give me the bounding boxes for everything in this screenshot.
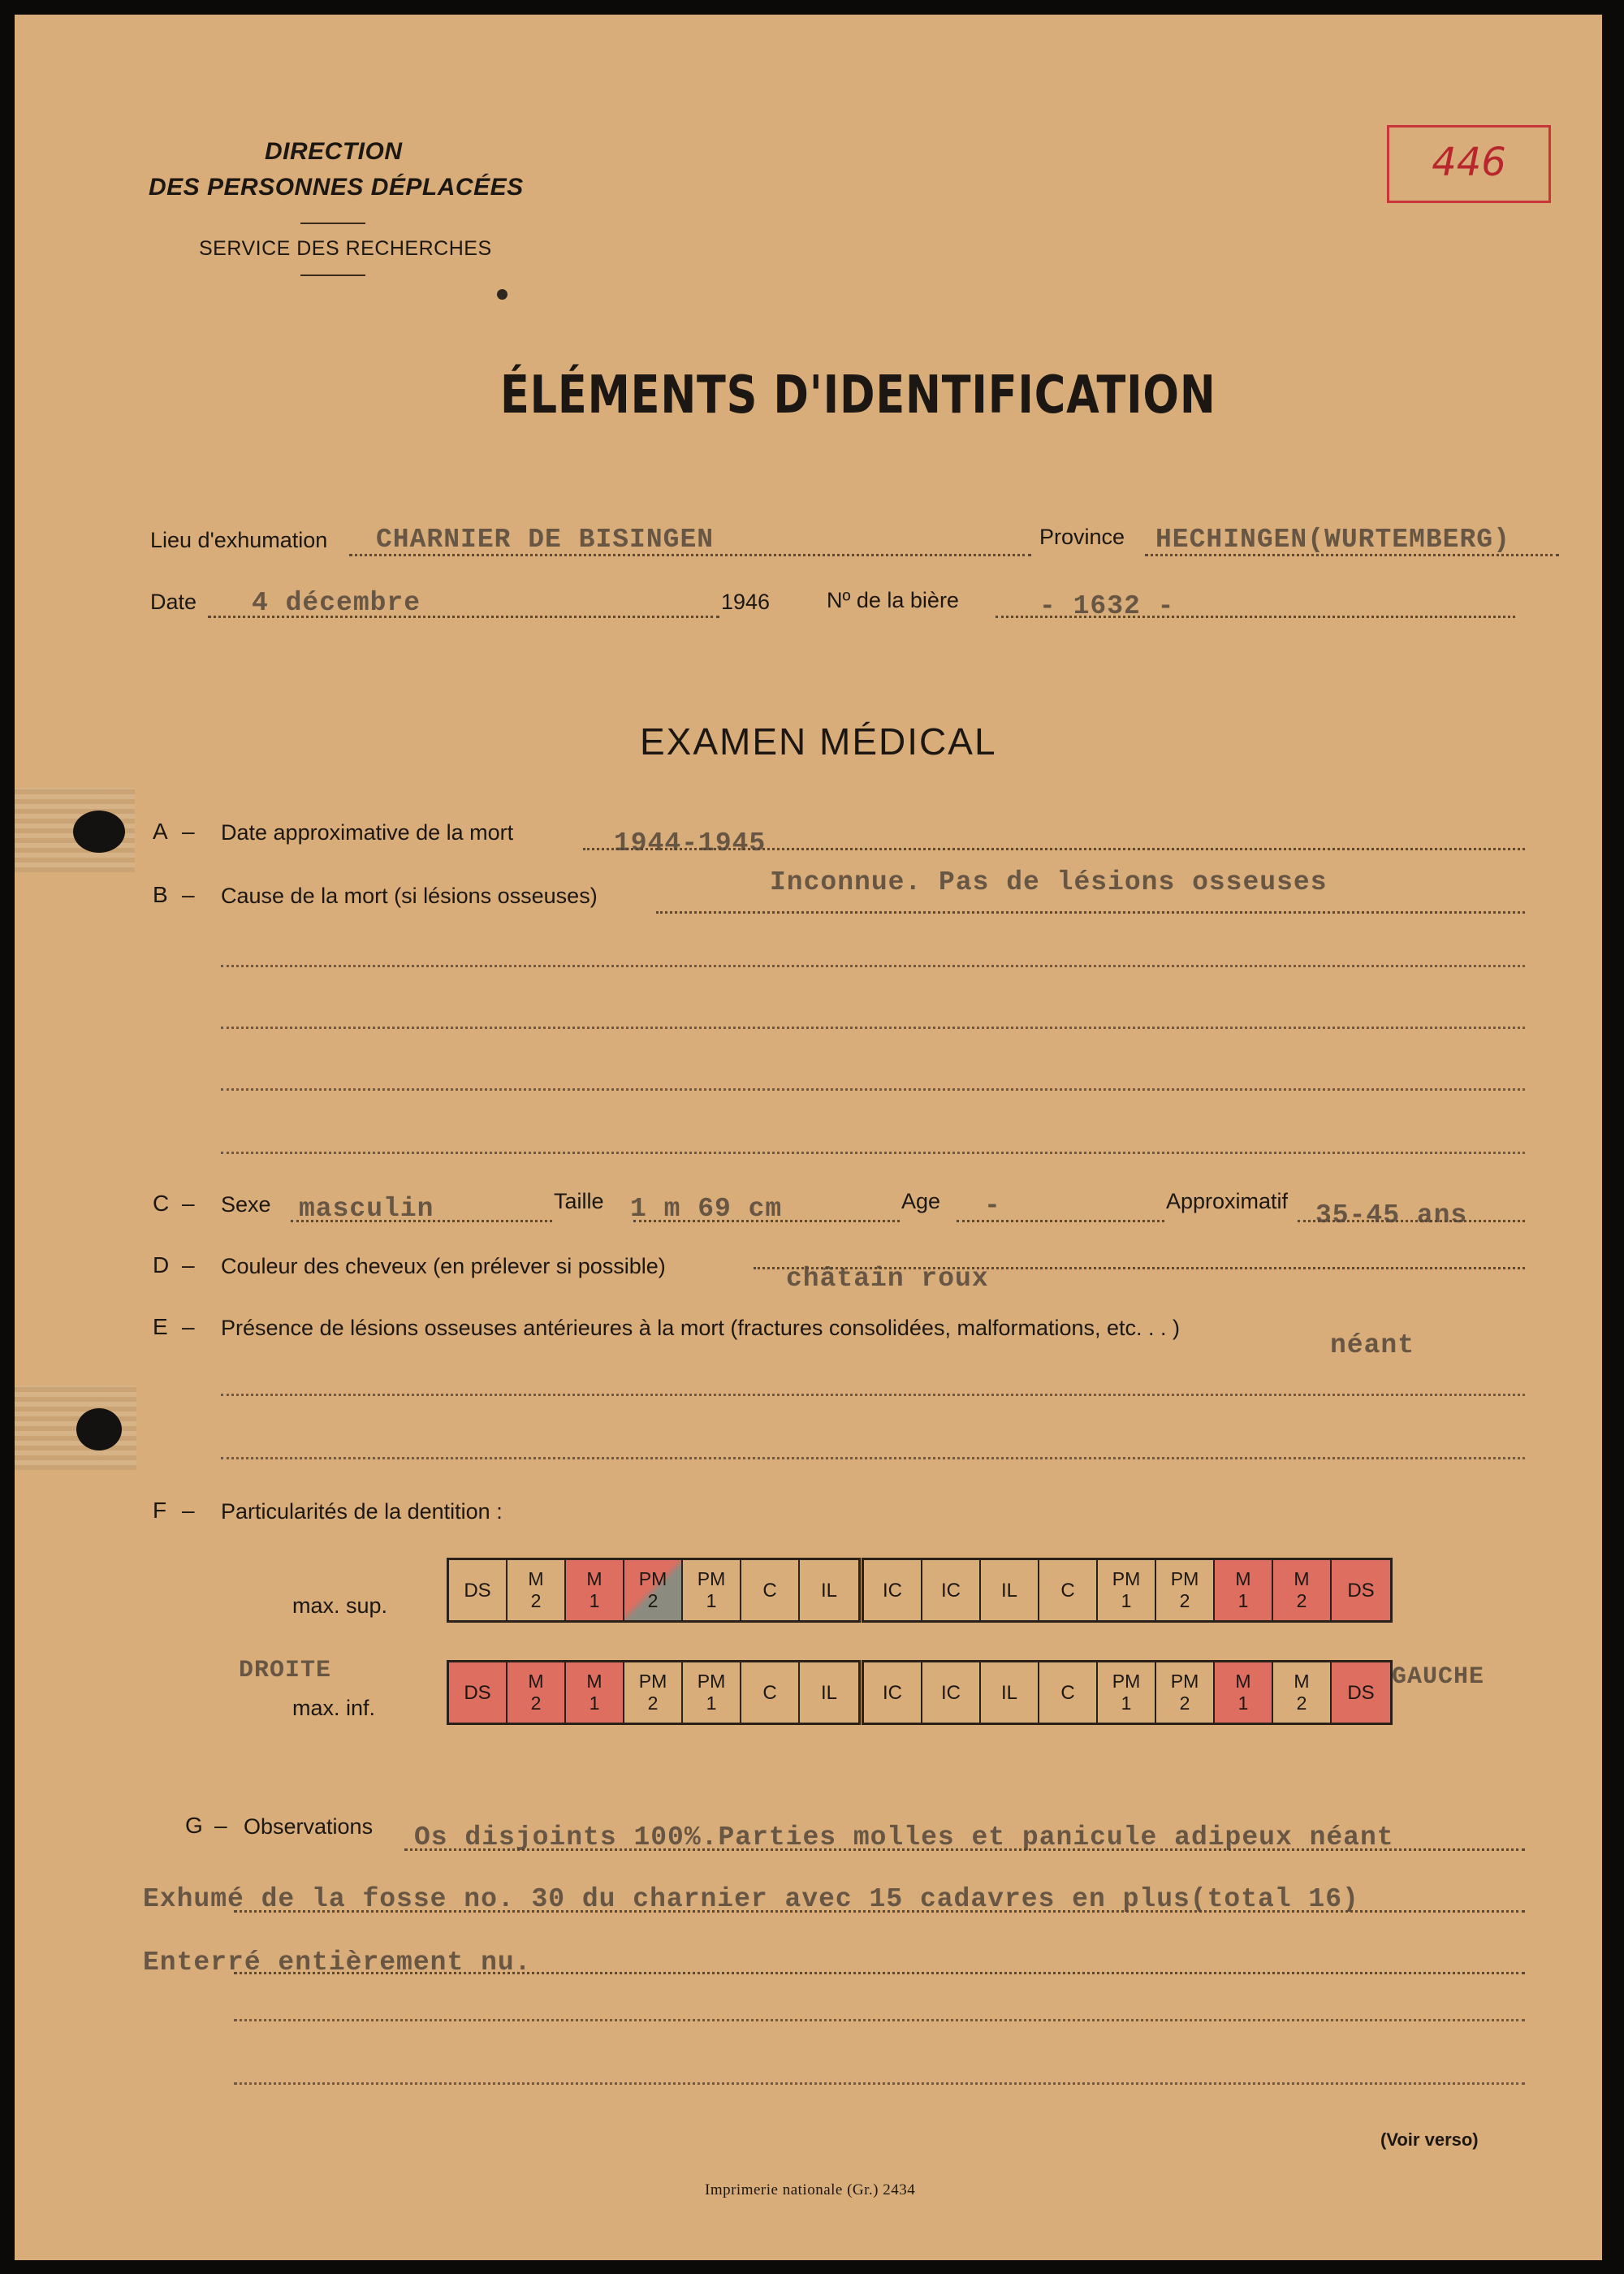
tooth-code: M: [1294, 1568, 1310, 1589]
age-value: -: [984, 1191, 1001, 1221]
tooth-cell-lower-ic: [922, 1662, 981, 1723]
tooth-code: C: [1060, 1681, 1075, 1704]
tooth-code: IC: [941, 1681, 961, 1704]
tooth-cell-lower-ds: [449, 1662, 508, 1723]
tooth-code: DS: [464, 1579, 491, 1602]
tooth-cell-upper-m2: [1273, 1560, 1332, 1620]
tooth-code: M: [528, 1568, 544, 1589]
tooth-cell-upper-il: [981, 1560, 1039, 1620]
section-g-line-4: [234, 2019, 1525, 2021]
tooth-code: IC: [883, 1681, 902, 1704]
province-value: HECHINGEN(WURTEMBERG): [1155, 525, 1510, 555]
dentition-inf-label: max. inf.: [292, 1696, 376, 1720]
voir-verso-note: (Voir verso): [1380, 2129, 1479, 2150]
ink-speck: [497, 289, 508, 300]
tooth-cell-lower-il: [981, 1662, 1039, 1723]
tooth-cell-upper-pm1: [1098, 1560, 1156, 1620]
tooth-index: 2: [1179, 1590, 1190, 1611]
tooth-code: M: [586, 1568, 603, 1589]
observations-line-2: Exhumé de la fosse no. 30 du charnier avec 15 cadavres en plus(total 16): [143, 1884, 1359, 1914]
tooth-code: IL: [1000, 1681, 1017, 1704]
tooth-code: IL: [820, 1681, 837, 1704]
section-b-letter: B: [153, 882, 168, 907]
section-d-value: châtain roux: [786, 1264, 989, 1294]
dentition-sup-label: max. sup.: [292, 1593, 388, 1618]
tooth-cell-upper-pm2: [1156, 1560, 1215, 1620]
tooth-index: 2: [530, 1693, 542, 1714]
tooth-code: PM: [638, 1568, 667, 1589]
exam-title: EXAMEN MÉDICAL: [640, 720, 997, 763]
tooth-code: M: [528, 1671, 544, 1692]
tooth-cell-lower-il: [800, 1662, 858, 1723]
tooth-index: 1: [1121, 1693, 1132, 1714]
section-f-letter: F: [153, 1498, 167, 1523]
lieu-label: Lieu d'exhumation: [150, 528, 328, 552]
tooth-index: 2: [1296, 1590, 1307, 1611]
section-g-dash: –: [214, 1813, 227, 1838]
tooth-cell-lower-pm2: [1156, 1662, 1215, 1723]
section-d-label: Couleur des cheveux (en prélever si possible): [221, 1254, 666, 1278]
section-e-label: Présence de lésions osseuses antérieures à la mort (fractures consolidées, malformations, etc. . . ): [221, 1316, 1181, 1340]
section-b-label: Cause de la mort (si lésions osseuses): [221, 884, 598, 908]
tooth-code: PM: [1170, 1568, 1199, 1589]
taille-value: 1 m 69 cm: [630, 1194, 783, 1224]
lieu-value: CHARNIER DE BISINGEN: [376, 525, 715, 555]
dentition-droite-label: DROITE: [239, 1657, 332, 1684]
tooth-index: 2: [647, 1590, 659, 1611]
date-label: Date: [150, 590, 197, 614]
section-e-line-1: [221, 1394, 1525, 1396]
tooth-index: 2: [647, 1693, 659, 1714]
province-label: Province: [1039, 525, 1125, 549]
section-e-value: néant: [1330, 1330, 1415, 1360]
tooth-cell-upper-il: [800, 1560, 858, 1620]
tooth-cell-upper-pm1: [683, 1560, 741, 1620]
teeth-upper-left-side: [862, 1558, 1393, 1623]
tooth-code: M: [1235, 1671, 1251, 1692]
tooth-code: IC: [941, 1579, 961, 1602]
section-b-line-2: [221, 965, 1525, 967]
section-g-letter: G: [185, 1813, 203, 1838]
tooth-cell-upper-c: [1039, 1560, 1098, 1620]
observations-line-3: Enterré entièrement nu.: [143, 1948, 532, 1978]
tooth-index: 1: [589, 1693, 600, 1714]
tooth-cell-upper-m1: [1215, 1560, 1273, 1620]
tooth-cell-upper-ds: [1332, 1560, 1390, 1620]
tooth-cell-upper-ds: [449, 1560, 508, 1620]
year-value: 1946: [721, 590, 771, 614]
tooth-cell-lower-m2: [1273, 1662, 1332, 1723]
form-sheet: [15, 15, 1602, 2260]
tooth-cell-upper-m2: [508, 1560, 566, 1620]
section-c-dash: –: [182, 1191, 195, 1216]
section-f-dash: –: [182, 1498, 195, 1523]
approx-value: 35-45 ans: [1315, 1200, 1468, 1230]
section-e-letter: E: [153, 1314, 168, 1339]
tooth-code: M: [1235, 1568, 1251, 1589]
header-org: DES PERSONNES DÉPLACÉES: [149, 174, 524, 201]
biere-label: Nº de la bière: [827, 588, 959, 612]
tooth-cell-lower-pm1: [683, 1662, 741, 1723]
section-b-line-4: [221, 1088, 1525, 1091]
section-g-label: Observations: [244, 1814, 374, 1839]
header-direction: DIRECTION: [265, 138, 403, 165]
tooth-code: C: [762, 1579, 777, 1602]
sexe-label: Sexe: [221, 1192, 271, 1217]
tooth-code: IL: [1000, 1579, 1017, 1602]
section-a-label: Date approximative de la mort: [221, 820, 514, 845]
section-a-letter: A: [153, 819, 168, 844]
tooth-cell-lower-ic: [864, 1662, 922, 1723]
teeth-lower-left-side: [862, 1660, 1393, 1725]
section-b-line: [656, 911, 1525, 914]
section-b-line-5: [221, 1152, 1525, 1154]
punch-hole-bottom: [76, 1408, 122, 1450]
tooth-index: 1: [1121, 1590, 1132, 1611]
punch-hole-top: [73, 811, 125, 853]
tooth-cell-lower-m1: [1215, 1662, 1273, 1723]
tooth-code: IC: [883, 1579, 902, 1602]
header-service: SERVICE DES RECHERCHES: [199, 237, 492, 260]
teeth-lower-right-side: [447, 1660, 861, 1725]
tooth-cell-lower-m1: [566, 1662, 624, 1723]
tooth-index: 1: [706, 1590, 717, 1611]
tooth-index: 1: [706, 1693, 717, 1714]
age-label: Age: [901, 1189, 941, 1213]
section-f-label: Particularités de la dentition :: [221, 1499, 503, 1524]
tooth-code: PM: [1170, 1671, 1199, 1692]
tooth-cell-upper-ic: [864, 1560, 922, 1620]
header-divider-top: [300, 223, 365, 224]
tooth-index: 1: [1237, 1590, 1249, 1611]
tooth-code: M: [586, 1671, 603, 1692]
tooth-index: 1: [1237, 1693, 1249, 1714]
tooth-index: 1: [589, 1590, 600, 1611]
tooth-code: M: [1294, 1671, 1310, 1692]
file-number-stamp: 446: [1387, 125, 1551, 203]
section-g-line-5: [234, 2082, 1525, 2085]
section-e-line-2: [221, 1457, 1525, 1459]
tooth-code: PM: [697, 1568, 726, 1589]
tooth-code: DS: [464, 1681, 491, 1704]
section-c-letter: C: [153, 1191, 170, 1216]
section-e-dash: –: [182, 1314, 195, 1339]
section-a-dash: –: [182, 819, 195, 844]
dentition-gauche-label: GAUCHE: [1392, 1663, 1485, 1691]
approx-label: Approximatif: [1166, 1189, 1289, 1213]
tooth-cell-lower-c: [1039, 1662, 1098, 1723]
tooth-cell-lower-m2: [508, 1662, 566, 1723]
tooth-cell-lower-c: [741, 1662, 800, 1723]
section-b-dash: –: [182, 882, 195, 907]
date-value: 4 décembre: [252, 588, 421, 618]
tooth-cell-lower-pm1: [1098, 1662, 1156, 1723]
tooth-code: PM: [638, 1671, 667, 1692]
tooth-code: PM: [1112, 1671, 1141, 1692]
tooth-index: 2: [1179, 1693, 1190, 1714]
tooth-code: IL: [820, 1579, 837, 1602]
tooth-code: PM: [1112, 1568, 1141, 1589]
tooth-cell-upper-c: [741, 1560, 800, 1620]
teeth-upper-right-side: [447, 1558, 861, 1623]
tooth-cell-upper-pm2: [624, 1560, 683, 1620]
tooth-code: C: [1060, 1579, 1075, 1602]
tooth-index: 2: [1296, 1693, 1307, 1714]
section-d-dash: –: [182, 1252, 195, 1278]
biere-value: - 1632 -: [1039, 591, 1175, 621]
tooth-cell-lower-pm2: [624, 1662, 683, 1723]
tooth-code: C: [762, 1681, 777, 1704]
taille-label: Taille: [554, 1189, 604, 1213]
section-d-letter: D: [153, 1252, 170, 1278]
tooth-cell-lower-ds: [1332, 1662, 1390, 1723]
observations-line-1: Os disjoints 100%.Parties molles et panicule adipeux néant: [414, 1822, 1394, 1852]
printer-footer: Imprimerie nationale (Gr.) 2434: [705, 2181, 916, 2198]
tooth-code: PM: [697, 1671, 726, 1692]
section-a-value: 1944-1945: [614, 828, 767, 858]
section-b-line-3: [221, 1027, 1525, 1029]
tooth-code: DS: [1347, 1681, 1375, 1704]
section-b-value: Inconnue. Pas de lésions osseuses: [770, 867, 1328, 897]
form-title: ÉLÉMENTS D'IDENTIFICATION: [500, 365, 1216, 426]
tooth-cell-upper-m1: [566, 1560, 624, 1620]
sexe-value: masculin: [299, 1194, 434, 1224]
tooth-cell-upper-ic: [922, 1560, 981, 1620]
header-divider-bottom: [300, 275, 365, 276]
tooth-code: DS: [1347, 1579, 1375, 1602]
tooth-index: 2: [530, 1590, 542, 1611]
